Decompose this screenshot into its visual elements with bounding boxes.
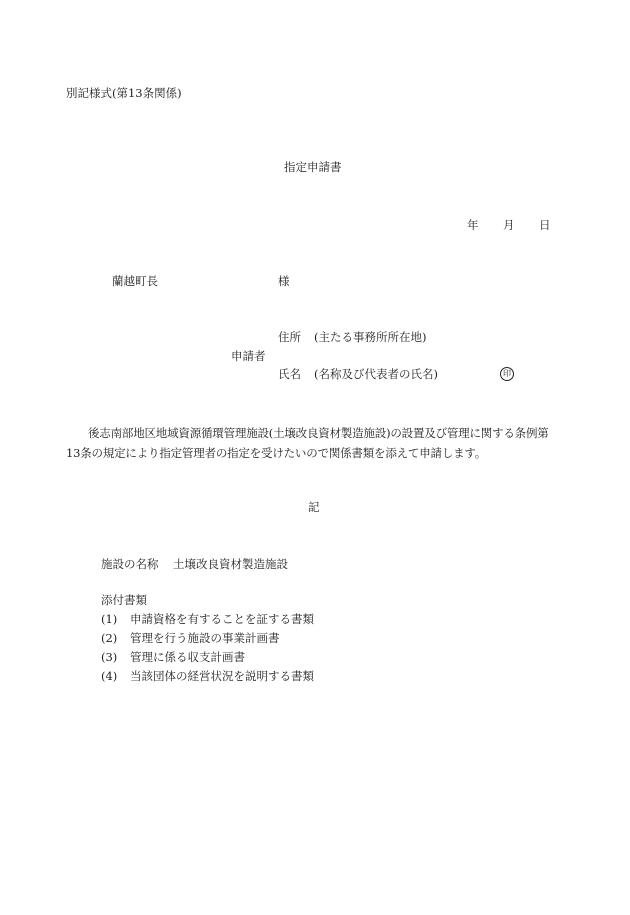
- seal-mark: 印: [500, 367, 514, 381]
- attachment-item-num: (2): [101, 631, 118, 645]
- addressee-name: 蘭越町長: [112, 274, 158, 288]
- name-note: (名称及び代表者の氏名): [314, 367, 438, 381]
- facility-label: 施設の名称: [101, 557, 159, 571]
- applicant-label: 申請者: [231, 349, 266, 363]
- attachments-heading: 添付書類: [101, 593, 147, 607]
- attachment-item-num: (4): [101, 669, 118, 683]
- address-note: (主たる事務所所在地): [314, 330, 427, 344]
- form-label: 別記様式(第13条関係): [66, 86, 182, 100]
- attachment-item-text: 申請資格を有することを証する書類: [130, 612, 314, 626]
- date-month-label: 月: [503, 218, 515, 232]
- date-year-label: 年: [467, 218, 479, 232]
- attachment-item-text: 管理に係る収支計画書: [130, 650, 245, 664]
- ki-heading: 記: [308, 500, 320, 514]
- address-label: 住所: [278, 330, 301, 344]
- date-day-label: 日: [539, 218, 551, 232]
- attachment-item-text: 管理を行う施設の事業計画書: [130, 631, 280, 645]
- facility-value: 土壌改良資材製造施設: [173, 557, 288, 571]
- body-paragraph: 後志南部地区地域資源循環管理施設(土壌改良資材製造施設)の設置及び管理に関する条例第13条の規定により指定管理者の指定を受けたいので関係書類を添えて申請します。: [66, 426, 549, 460]
- document-title: 指定申請書: [284, 160, 342, 174]
- attachment-item-text: 当該団体の経営状況を説明する書類: [130, 669, 314, 683]
- attachment-item-num: (1): [101, 612, 118, 626]
- attachment-item-num: (3): [101, 650, 118, 664]
- addressee-honorific: 様: [278, 274, 290, 288]
- name-label: 氏名: [278, 367, 301, 381]
